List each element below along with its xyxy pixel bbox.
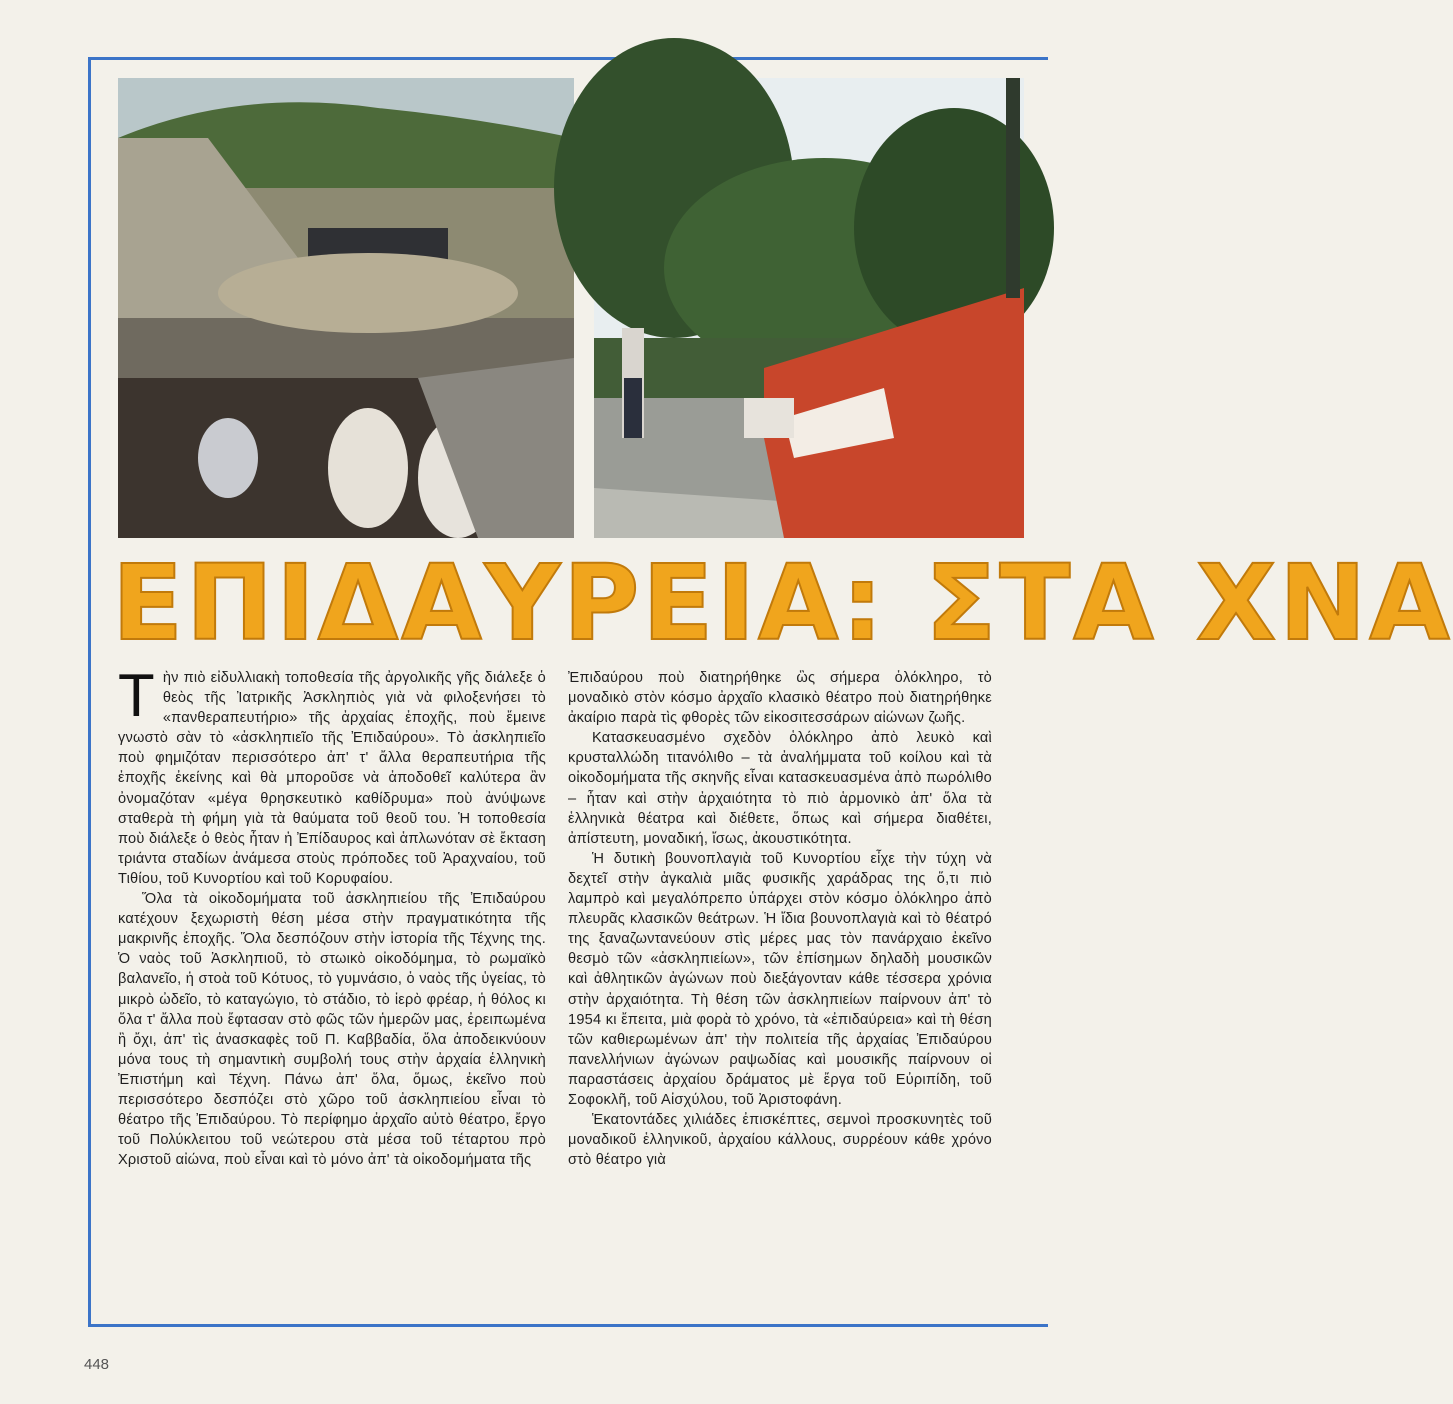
theatre-photo-icon (118, 78, 574, 538)
page-number: 448 (84, 1356, 110, 1373)
article-paragraph (118, 662, 546, 889)
article-column-right (568, 668, 992, 1170)
paragraph-text: ὴν πιὸ εἰδυλλιακὴ τοποθεσία τῆς ἀργολικῆς γῆς διάλεξε ὁ θεὸς τῆς Ἰατρικῆς Ἀσκληπιὸς γιὰ νὰ φιλοξενήσει τὸ «πανθεραπευτήριο» τῆς ἀρχαίας ἐποχῆς, ποὺ ἔμεινε γνωστὸ σὰν τὸ «ἀσκληπιεῖο τῆς Ἐπιδαύρου». Τὸ ἀσκληπιεῖο ποὺ φημιζόταν περισσότερο ἀπ' τ' ἄλλα θεραπευτήρια τῆς ἐποχῆς ἐκείνης καὶ θὰ μποροῦσε νὰ ἀποδοθεῖ καλύτερα ἂν ὀνομαζόταν «μέγα θρησκευτικὸ καθίδρυμα» ποὺ ἀνύψωνε σταθερὰ τὴ φήμη γιὰ τὰ θαύματα τοῦ θεοῦ του. Ἡ τοποθεσία ποὺ διάλεξε ὁ θεὸς ἦταν ἡ Ἐπίδαυρος καὶ ἁπλωνόταν σὲ ἔκταση τριάντα σταδίων ἀνάμεσα στοὺς πρόποδες τοῦ Ἀραχναίου, τοῦ Τιθίου, τοῦ Κυνορτίου καὶ τοῦ Κορυφαίου. (118, 670, 546, 887)
article-paragraph: Ὅλα τὰ οἰκοδομήματα τοῦ ἀσκληπιείου τῆς Ἐπιδαύρου κατέχουν ξεχωριστὴ θέση μέσα στὴν πραγματικότητα τῆς μακρινῆς ἐποχῆς. Ὅλα δεσπόζουν στὴν ἱστορία τῆς Τέχνης της. Ὁ ναὸς τοῦ Ἀσκληπιοῦ, τὸ στωικὸ οἰκοδόμημα, τὸ ρωμαϊκὸ βαλανεῖο, ἡ στοὰ τοῦ Κότυος, τὸ γυμνάσιο, ὁ ναὸς τῆς ὑγείας, τὸ μικρὸ ὠδεῖο, τὸ καταγώγιο, τὸ στάδιο, τὸ ἱερὸ φρέαρ, ἡ θόλος κι ὅλα τ' ἄλλα ποὺ ἔφτασαν στὸ φῶς τῶν ἡμερῶν μας, ἐρειπωμένα ἢ ὄχι, ἀπ' τὶς ἀνασκαφὲς τοῦ Π. Καββαδία, ὅλα ἀποδεικνύουν μόνα τους τὴ σημαντικὴ συμβολή τους στὴν ἀρχαία ἑλληνικὴ Ἐπιστήμη καὶ Τέχνη. Πάνω ἀπ' ὅλα, ὅμως, ἐκεῖνο ποὺ περισσότερο δεσπόζει στὸ χῶρο τοῦ ἀσκληπιείου εἶναι τὸ θέατρο τῆς Ἐπιδαύρου. Τὸ περίφημο ἀρχαῖο αὐτὸ θέατρο, ἔργο τοῦ Πολύκλειτου τοῦ νεώτερου στὰ μέσα τοῦ τέταρτου πρὸ Χριστοῦ αἰώνα, ποὺ εἶναι καὶ τὸ μόνο ἀπ' τὰ οἰκοδομήματα τῆς (118, 891, 546, 1169)
car-photo-icon (594, 78, 1024, 538)
theatre-photo (118, 78, 574, 538)
article-paragraph: Ἐπιδαύρου ποὺ διατηρήθηκε ὣς σήμερα ὁλόκληρο, τὸ μοναδικὸ στὸν κόσμο ἀρχαῖο κλασικὸ θέατρο ποὺ διατηρήθηκε ἀκαίριο παρὰ τὶς φθορὲς τῶν εἰκοσιτεσσάρων αἰώνων ζωῆς. (568, 670, 992, 727)
drop-cap: Τ (118, 662, 155, 729)
article-column-left (118, 662, 546, 1170)
article-paragraph: Ἑκατοντάδες χιλιάδες ἐπισκέπτες, σεμνοὶ προσκυνητὲς τοῦ μοναδικοῦ ἑλληνικοῦ, ἀρχαίου κάλλους, συρρέουν κάθε χρόνο στὸ θέατρο γιὰ (568, 1112, 992, 1169)
article-headline: ΕΠΙΔΑΥΡΕΙΑ: ΣΤΑ ΧΝΑ (112, 542, 1453, 664)
car-and-traffic-officer-photo (594, 78, 1024, 538)
article-paragraph: Κατασκευασμένο σχεδὸν ὁλόκληρο ἀπὸ λευκὸ καὶ κρυσταλλώδη τιτανόλιθο – τὰ ἀναλήμματα τοῦ κοίλου καὶ τὰ οἰκοδομήματα τῆς σκηνῆς εἶναι κατασκευασμένα ἀπὸ πωρόλιθο – ἦταν καὶ στὴν ἀρχαιότητα τὸ πιὸ ἁρμονικὸ ἀπ' ὅλα τὰ ἑλληνικὰ θέατρα καὶ διέθετε, ὅπως καὶ σήμερα διαθέτει, ἀπίστευτη, μοναδική, ἴσως, ἀκουστικότητα. (568, 730, 992, 847)
article-paragraph: Ἡ δυτικὴ βουνοπλαγιὰ τοῦ Κυνορτίου εἶχε τὴν τύχη νὰ δεχτεῖ στὴν ἀγκαλιὰ μιᾶς φυσικῆς χαράδρας της ὅ,τι πιὸ λαμπρὸ καὶ μεγαλόπρεπο ὑπάρχει στὸν κόσμο ὁλόκληρο ἀπὸ πλευρᾶς κλασικῶν θεάτρων. Ἡ ἴδια βουνοπλαγιὰ καὶ τὸ θέατρό της ξαναζωντανεύουν στὶς μέρες μας τὸν πανάρχαιο ἐκεῖνο θεσμὸ τῶν «ἀσκληπιείων», τῶν ἐπίσημων δηλαδὴ μουσικῶν καὶ ἀθλητικῶν ἀγώνων ποὺ διεξάγονταν κάθε τέσσερα χρόνια στὴν ἀρχαιότητα. Τὴ θέση τῶν ἀσκληπιείων παίρνουν ἀπ' τὸ 1954 κι ἔπειτα, μιὰ φορὰ τὸ χρόνο, τὰ «ἐπιδαύρεια» καὶ τὴ θέση τῶν καθιερωμένων ἀπ' τὴν πολιτεία τῆς ἀρχαίας Ἐπιδαύρου πανελλήνιων ἀγώνων ραψωδίας καὶ μουσικῆς παίρνουν οἱ παραστάσεις ἀρχαίου δράματος μὲ ἔργα τοῦ Εὐριπίδη, τοῦ Σοφοκλῆ, τοῦ Αἰσχύλου, τοῦ Ἀριστοφάνη. (568, 850, 992, 1108)
